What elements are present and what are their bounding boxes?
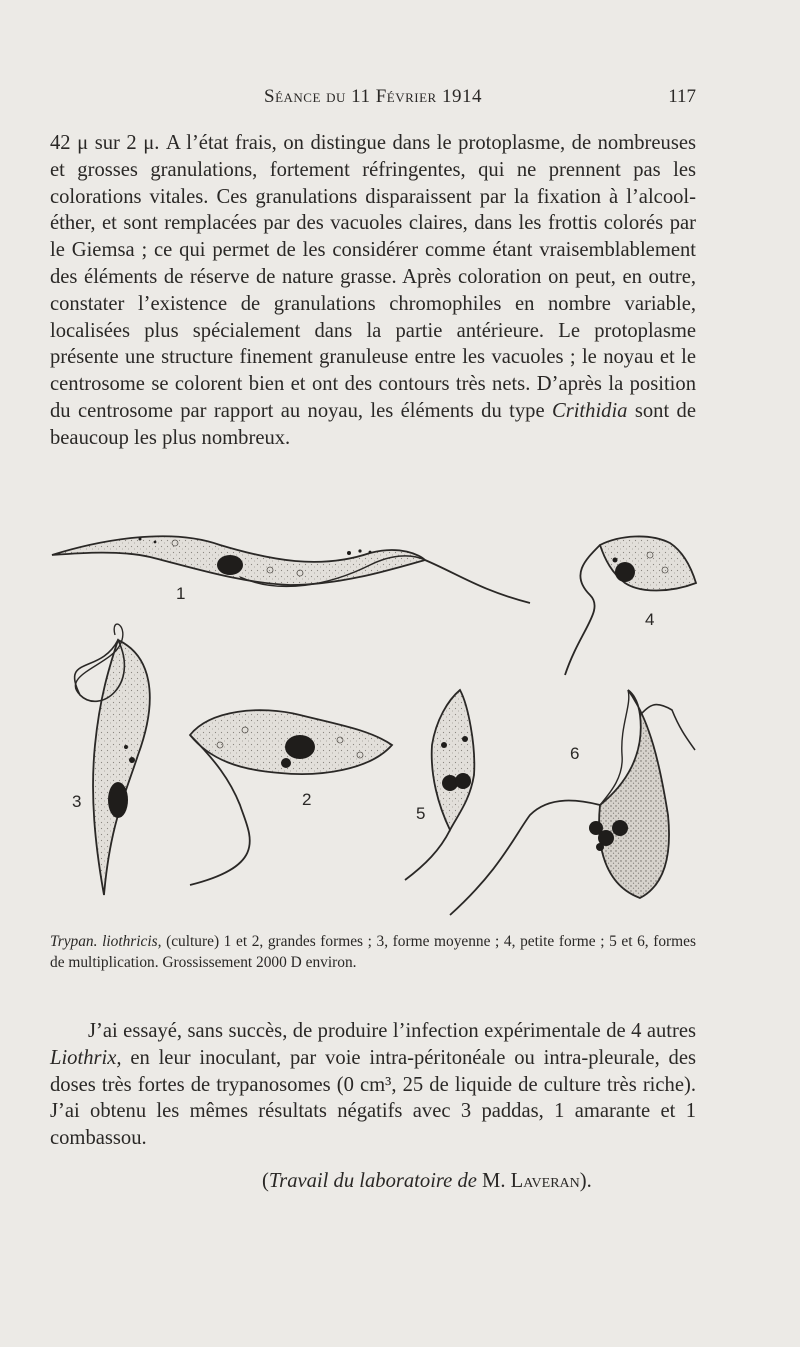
signature-laboratory-text: Travail du laboratoire de [268, 1170, 477, 1192]
laboratory-signature [262, 1170, 702, 1193]
paragraph2-text-end: en leur inoculant, par voie intra-péritonéale ou intra-pleurale, des doses très fortes de trypanosomes (0 cm³, 25 de liquide de culture très riche). J’ai obtenu les mêmes résultats négatifs avec 3 paddas, 1 amarante et 1 combassou. [50, 1046, 696, 1150]
signature-open-paren: ( [262, 1170, 269, 1192]
figure-label-1: 1 [176, 584, 186, 603]
signature-name: Laveran [510, 1170, 580, 1192]
trypanosome-form-5 [405, 690, 474, 880]
figure-label-6: 6 [570, 744, 580, 763]
figure-caption [50, 932, 696, 973]
trypanosome-form-1 [52, 536, 530, 603]
signature-close: ). [579, 1170, 592, 1192]
caption-text: (culture) 1 et 2, grandes formes ; 3, forme moyenne ; 4, petite forme ; 5 et 6, formes de multiplication. Grossissement 2000 D environ. [50, 933, 696, 971]
paragraph2-text-start: J’ai essayé, sans succès, de produire l’infection expérimentale de 4 autres [88, 1020, 696, 1042]
trypanosome-form-6 [450, 690, 695, 915]
paragraph1-genus-name: Crithidia [551, 399, 628, 422]
trypanosome-figure [40, 515, 740, 920]
figure-label-4: 4 [645, 610, 655, 629]
signature-name-prefix: M. [476, 1170, 511, 1192]
paragraph-protoplasm-description [50, 130, 696, 452]
figure-label-2: 2 [302, 790, 312, 809]
paragraph1-text: 42 μ sur 2 μ. A l’état frais, on distingue dans le protoplasme, de nombreuses et grosses granulations, fortement réfringentes, qui ne prennent pas les colorations vitales. Ces granulations disparaissent par la fixation à l’alcool-éther, et sont remplacées par des vacuoles claires, dans les frottis colorés par le Giemsa ; ce qui permet de les considérer comme étant vraisemblablement des éléments de réserve de nature grasse. Après coloration on peut, en outre, constater l’existence de granulations chromophiles en nombre variable, localisées plus spécialement dans la partie antérieure. Le protoplasme présente une structure finement granuleuse entre les vacuoles ; le noyau et le centrosome se colorent bien et ont des contours très nets. D’après la position du centrosome par rapport au noyau, les éléments du type [50, 132, 696, 422]
figure-label-3: 3 [72, 792, 82, 811]
trypanosome-form-2 [190, 710, 392, 885]
caption-species-name: Trypan. liothricis, [50, 933, 162, 950]
running-title: Séance du 11 Février 1914 [264, 86, 482, 107]
paragraph-infection-experiment [50, 1018, 696, 1152]
paragraph2-genus-name: Liothrix, [50, 1046, 122, 1069]
paragraph1-ending: sont de beaucoup les plus nombreux. [50, 399, 696, 449]
page-number: 117 [668, 86, 696, 107]
trypanosome-form-4 [565, 536, 696, 675]
page-header [50, 86, 696, 114]
trypanosome-form-3 [75, 624, 150, 895]
figure-label-5: 5 [416, 804, 426, 823]
